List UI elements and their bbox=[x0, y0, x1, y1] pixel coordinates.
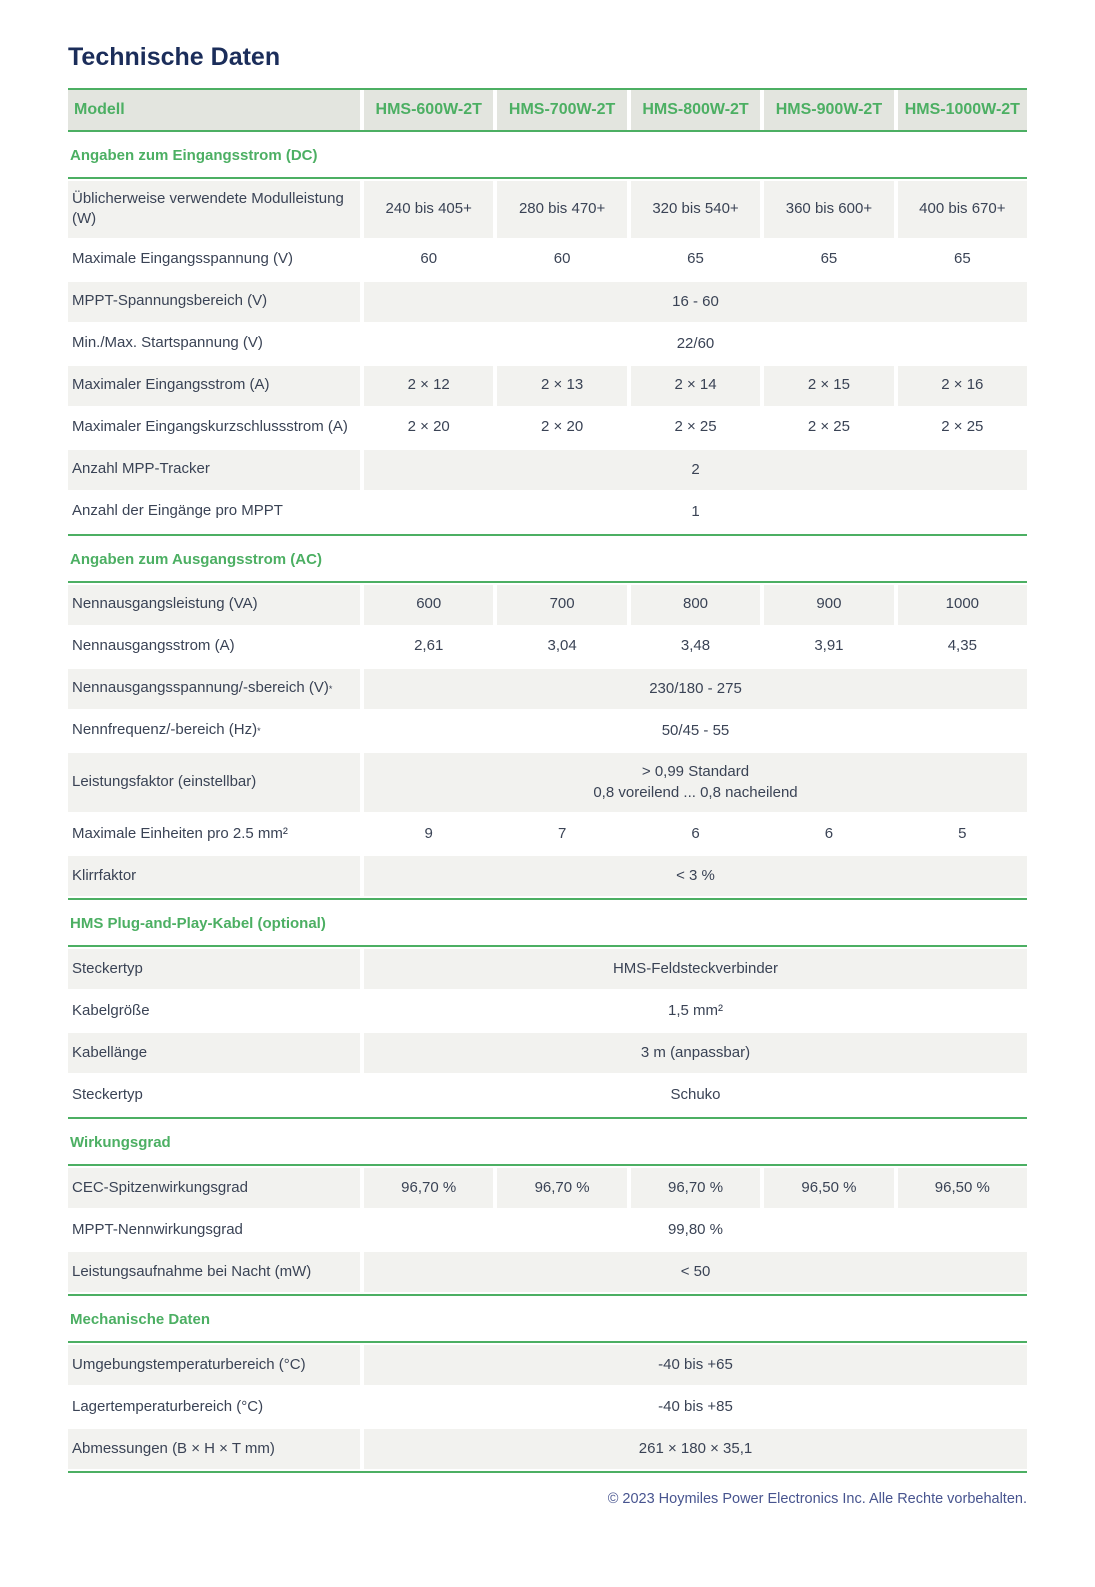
table-row bbox=[68, 991, 1027, 1031]
table-sections bbox=[68, 132, 1027, 1473]
row-value: 2 × 14 bbox=[631, 366, 760, 406]
section-title: HMS Plug-and-Play-Kabel (optional) bbox=[70, 915, 326, 932]
table-row bbox=[68, 1252, 1027, 1292]
table-row bbox=[68, 492, 1027, 532]
section-title: Mechanische Daten bbox=[70, 1311, 211, 1328]
row-value: 2 × 12 bbox=[364, 366, 493, 406]
table-row bbox=[68, 1429, 1027, 1469]
row-label: Klirrfaktor bbox=[68, 856, 360, 896]
row-value: 2 × 20 bbox=[541, 418, 584, 436]
row-merged-value: < 3 % bbox=[364, 856, 1027, 896]
row-merged-value: 22/60 bbox=[676, 334, 715, 352]
row-value: 2 × 15 bbox=[764, 366, 893, 406]
row-label: MPPT-Nennwirkungsgrad bbox=[72, 1220, 243, 1238]
table-row bbox=[68, 753, 1027, 813]
row-value: 600 bbox=[364, 585, 493, 625]
row-value: 96,70 % bbox=[497, 1168, 626, 1208]
table-row bbox=[68, 1075, 1027, 1115]
header-cell-model-3: HMS-800W-2T bbox=[631, 90, 760, 130]
table-row bbox=[68, 627, 1027, 667]
row-merged-value: 230/180 - 275 bbox=[364, 669, 1027, 709]
row-value: 3,04 bbox=[547, 637, 577, 655]
row-value: 3,48 bbox=[680, 637, 711, 655]
row-label: Anzahl MPP-Tracker bbox=[68, 450, 360, 490]
row-merged-value: Schuko bbox=[670, 1086, 721, 1104]
row-label: Maximaler Eingangsstrom (A) bbox=[68, 366, 360, 406]
row-value: 280 bis 470+ bbox=[497, 181, 626, 238]
row-value: 900 bbox=[764, 585, 893, 625]
row-label: Maximale Eingangsspannung (V) bbox=[72, 250, 293, 268]
row-label: Maximaler Eingangskurzschlussstrom (A) bbox=[72, 418, 348, 436]
table-row bbox=[68, 1210, 1027, 1250]
row-value: 2,61 bbox=[414, 637, 444, 655]
row-value: 96,50 % bbox=[898, 1168, 1027, 1208]
row-label: Leistungsfaktor (einstellbar) bbox=[68, 753, 360, 813]
section-title: Angaben zum Ausgangsstrom (AC) bbox=[70, 550, 322, 568]
header-cell-model-1: HMS-600W-2T bbox=[364, 90, 493, 130]
row-value: 2 × 25 bbox=[941, 418, 984, 436]
section-rows bbox=[68, 945, 1027, 1119]
merged-value-line: 0,8 voreilend ... 0,8 nacheilend bbox=[593, 784, 798, 802]
row-label: Umgebungstemperaturbereich (°C) bbox=[68, 1345, 360, 1385]
table-row bbox=[68, 949, 1027, 989]
table-row bbox=[68, 814, 1027, 854]
section-title: Wirkungsgrad bbox=[70, 1134, 171, 1151]
table-row bbox=[68, 856, 1027, 896]
row-value: 3,91 bbox=[814, 637, 844, 655]
page-title: Technische Daten bbox=[68, 43, 281, 71]
row-label: Maximale Einheiten pro 2.5 mm² bbox=[72, 824, 288, 842]
row-value: 2 × 16 bbox=[898, 366, 1027, 406]
section-rows bbox=[68, 581, 1027, 901]
row-merged-value: < 50 bbox=[364, 1252, 1027, 1292]
row-value: 240 bis 405+ bbox=[364, 181, 493, 238]
row-label: Üblicherweise verwendete Modulleistung (W) bbox=[68, 181, 360, 238]
row-label: Anzahl der Eingänge pro MPPT bbox=[72, 502, 283, 520]
row-label: MPPT-Spannungsbereich (V) bbox=[68, 282, 360, 322]
row-merged-value: 16 - 60 bbox=[364, 282, 1027, 322]
copyright-footer: © 2023 Hoymiles Power Electronics Inc. Alle Rechte vorbehalten. bbox=[607, 1491, 1027, 1507]
row-label: CEC-Spitzenwirkungsgrad bbox=[68, 1168, 360, 1208]
section-rows bbox=[68, 177, 1027, 536]
row-value: 2 × 20 bbox=[407, 418, 450, 436]
spec-table bbox=[68, 88, 1027, 1473]
section-rows bbox=[68, 1341, 1027, 1473]
section-title: Angaben zum Eingangsstrom (DC) bbox=[70, 147, 318, 164]
row-value: 2 × 13 bbox=[497, 366, 626, 406]
row-value: 96,50 % bbox=[764, 1168, 893, 1208]
row-value: 4,35 bbox=[947, 637, 977, 655]
header-cell-modell: Modell bbox=[68, 90, 360, 130]
table-row bbox=[68, 585, 1027, 625]
row-value: 65 bbox=[820, 250, 838, 268]
row-merged-value: 1,5 mm² bbox=[667, 1002, 723, 1020]
row-value: 65 bbox=[953, 250, 971, 268]
row-label: Kabellänge bbox=[68, 1033, 360, 1073]
row-merged-value bbox=[364, 753, 1027, 813]
row-label: Nennausgangsstrom (A) bbox=[72, 637, 235, 655]
header-cell-model-5: HMS-1000W-2T bbox=[898, 90, 1027, 130]
row-value: 6 bbox=[691, 824, 700, 842]
row-merged-value: HMS-Feldsteckverbinder bbox=[364, 949, 1027, 989]
header-cell-model-4: HMS-900W-2T bbox=[764, 90, 893, 130]
row-value: 5 bbox=[958, 824, 967, 842]
row-value: 96,70 % bbox=[631, 1168, 760, 1208]
row-merged-value: 261 × 180 × 35,1 bbox=[364, 1429, 1027, 1469]
row-value: 60 bbox=[553, 250, 571, 268]
table-section bbox=[68, 900, 1027, 1119]
header-cell-model-2: HMS-700W-2T bbox=[497, 90, 626, 130]
row-value: 2 × 25 bbox=[674, 418, 717, 436]
row-merged-value: -40 bis +65 bbox=[364, 1345, 1027, 1385]
table-row bbox=[68, 1345, 1027, 1385]
table-row bbox=[68, 450, 1027, 490]
row-value: 9 bbox=[424, 824, 433, 842]
row-merged-value: 1 bbox=[691, 502, 700, 520]
row-label: Abmessungen (B × H × T mm) bbox=[68, 1429, 360, 1469]
row-value: 6 bbox=[824, 824, 834, 842]
row-label: Leistungsaufnahme bei Nacht (mW) bbox=[68, 1252, 360, 1292]
row-merged-value: -40 bis +85 bbox=[658, 1398, 733, 1416]
row-label: Nennfrequenz/-bereich (Hz) * bbox=[72, 721, 261, 739]
table-header-row bbox=[68, 88, 1027, 132]
table-row bbox=[68, 408, 1027, 448]
table-row bbox=[68, 181, 1027, 238]
row-label: Kabelgröße bbox=[72, 1001, 150, 1019]
row-label: Nennausgangsspannung/-sbereich (V) * bbox=[68, 669, 360, 709]
row-label: Nennausgangsleistung (VA) bbox=[68, 585, 360, 625]
table-section bbox=[68, 536, 1027, 901]
row-label: Lagertemperaturbereich (°C) bbox=[72, 1397, 264, 1415]
row-value: 65 bbox=[687, 250, 704, 268]
row-merged-value: 50/45 - 55 bbox=[661, 721, 730, 739]
row-value: 700 bbox=[497, 585, 626, 625]
merged-value-line: > 0,99 Standard bbox=[641, 762, 750, 780]
row-value: 1000 bbox=[898, 585, 1027, 625]
row-merged-value: 3 m (anpassbar) bbox=[364, 1033, 1027, 1073]
row-value: 7 bbox=[557, 824, 567, 842]
row-label: Min./Max. Startspannung (V) bbox=[72, 334, 263, 352]
table-row bbox=[68, 324, 1027, 364]
row-value: 96,70 % bbox=[364, 1168, 493, 1208]
row-value: 2 × 25 bbox=[807, 418, 850, 436]
table-row bbox=[68, 1168, 1027, 1208]
row-value: 320 bis 540+ bbox=[631, 181, 760, 238]
table-row bbox=[68, 669, 1027, 709]
table-section bbox=[68, 1119, 1027, 1296]
row-value: 360 bis 600+ bbox=[764, 181, 893, 238]
row-merged-value: 99,80 % bbox=[667, 1221, 724, 1239]
table-row bbox=[68, 240, 1027, 280]
table-row bbox=[68, 711, 1027, 751]
table-section bbox=[68, 132, 1027, 536]
section-rows bbox=[68, 1164, 1027, 1296]
table-row bbox=[68, 282, 1027, 322]
table-row bbox=[68, 366, 1027, 406]
row-label: Steckertyp bbox=[72, 1085, 143, 1103]
table-row bbox=[68, 1033, 1027, 1073]
row-label: Steckertyp bbox=[68, 949, 360, 989]
row-value: 800 bbox=[631, 585, 760, 625]
row-value: 400 bis 670+ bbox=[898, 181, 1027, 238]
table-row bbox=[68, 1387, 1027, 1427]
row-value: 60 bbox=[420, 250, 438, 268]
table-section bbox=[68, 1296, 1027, 1473]
row-merged-value: 2 bbox=[364, 450, 1027, 490]
